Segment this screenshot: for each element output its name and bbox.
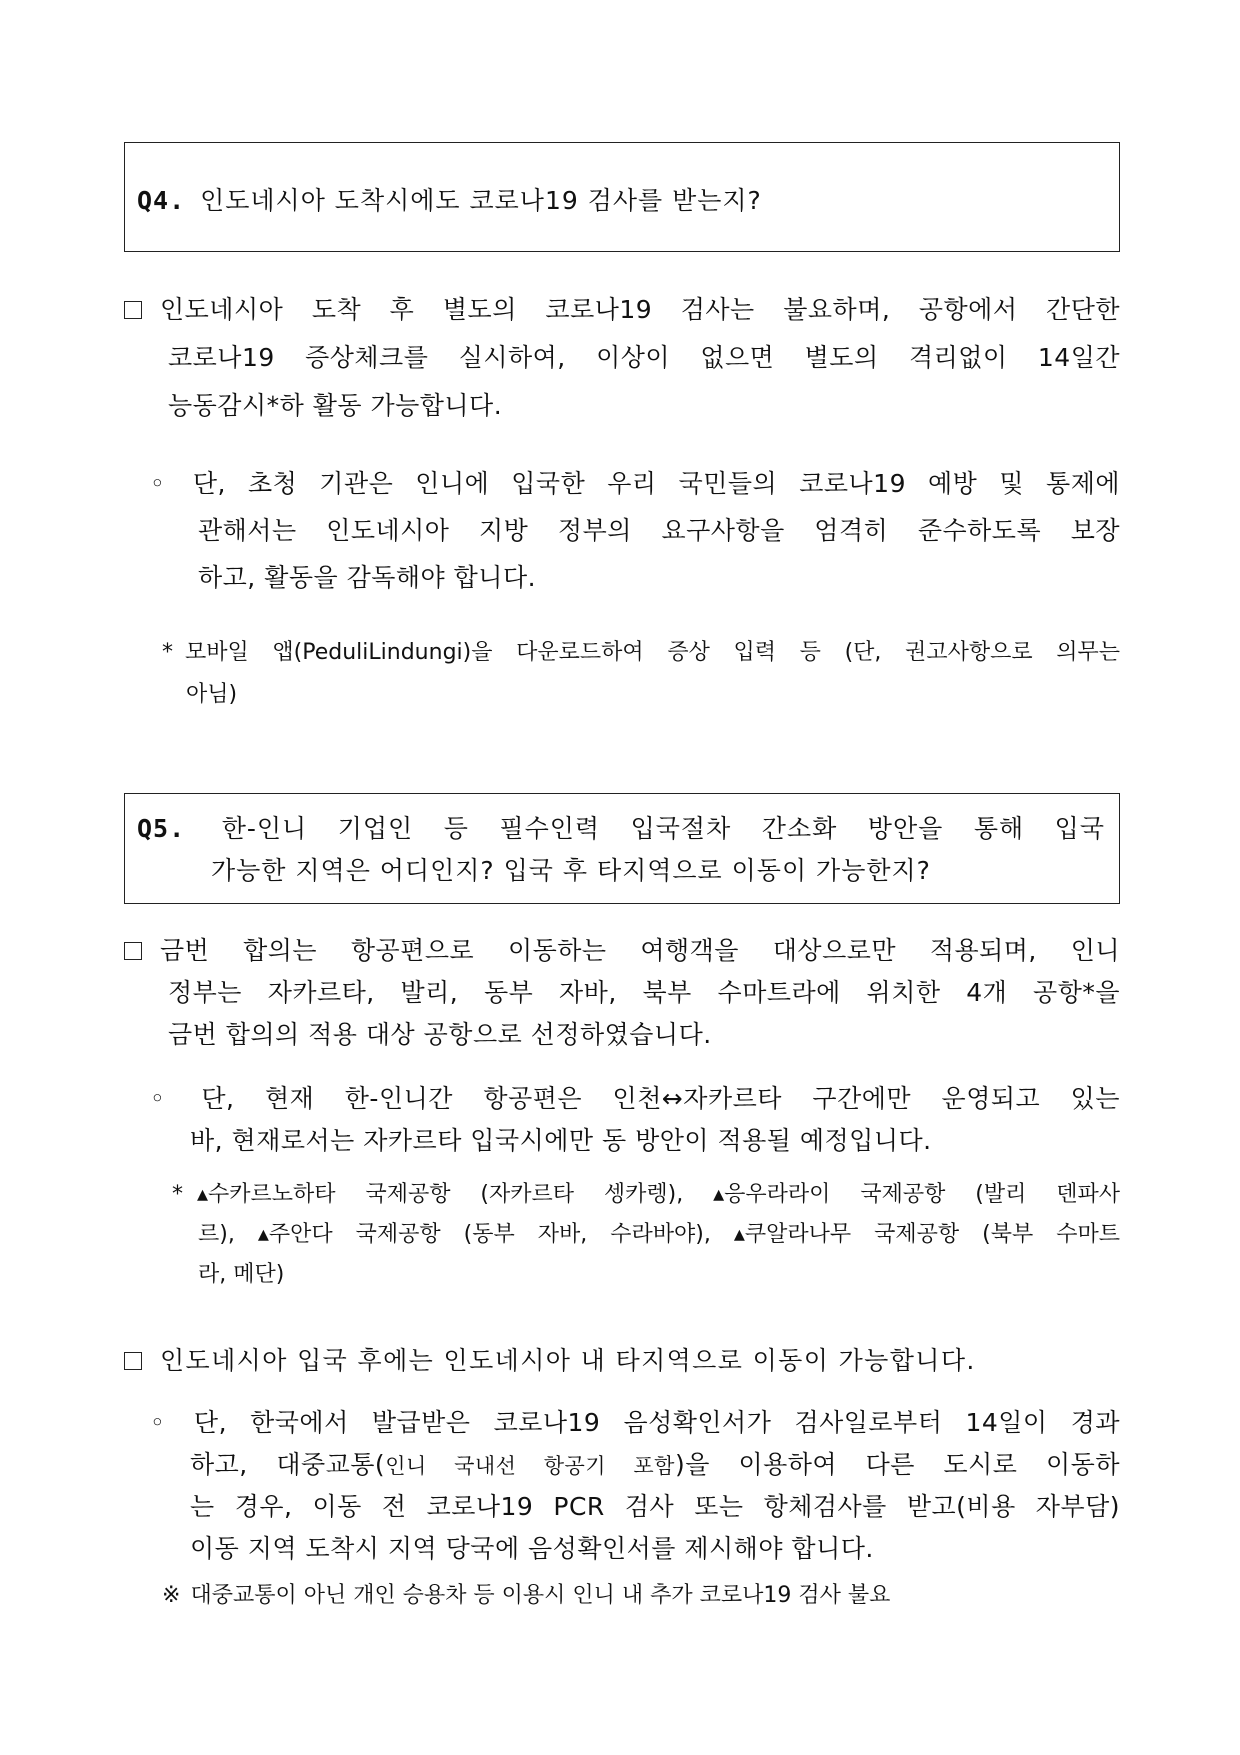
- q5-subpoint-line: 바, 현재로서는 자카르타 입국시에만 동 방안이 적용될 예정입니다.: [190, 1126, 932, 1155]
- q5-subpoint-text: )을 이용하여 다른 도시로 이동하: [674, 1450, 1120, 1479]
- q5-footnote-line: ▴수카르노하타 국제공항 (자카르타 셍카렝), ▴응우라라이 국제공항 (발리 덴파사: [197, 1182, 1120, 1207]
- q4-subpoint: [150, 460, 1120, 601]
- q5-subpoint-text: 하고, 대중교통(: [190, 1450, 386, 1479]
- q4-answer: [124, 286, 1120, 430]
- q5-question-line: 한-인니 기업인 등 필수인력 입국절차 간소화 방안을 통해 입국: [221, 814, 1105, 843]
- asterisk-marker: *: [162, 640, 173, 665]
- q5-subpoint-line: 이동 지역 도착시 지역 당국에 음성확인서를 제시해야 합니다.: [190, 1534, 874, 1563]
- checkbox-marker-icon: [124, 1352, 142, 1370]
- checkbox-marker-icon: [124, 942, 142, 960]
- bullet-marker: ◦: [150, 469, 179, 498]
- q5-answer-line: 인도네시아 입국 후에는 인도네시아 내 타지역으로 이동이 가능합니다.: [160, 1346, 976, 1375]
- q4-answer-line: 코로나19 증상체크를 실시하여, 이상이 없으면 별도의 격리없이 14일간: [168, 343, 1120, 372]
- q5-subpoint-2: [150, 1402, 1120, 1570]
- q5-subpoint-line: [150, 1444, 1120, 1486]
- q4-footnote-line: 아님): [186, 682, 238, 707]
- q4-subpoint-line: 하고, 활동을 감독해야 합니다.: [198, 563, 537, 592]
- q4-subpoint-line: 관해서는 인도네시아 지방 정부의 요구사항을 엄격히 준수하도록 보장: [198, 516, 1120, 545]
- q5-reference-line: 대중교통이 아닌 개인 승용차 등 이용시 인니 내 추가 코로나19 검사 불요: [190, 1583, 891, 1608]
- q5-answer-line: 금번 합의의 적용 대상 공항으로 선정하였습니다.: [168, 1020, 712, 1049]
- q5-answer-line: 정부는 자카르타, 발리, 동부 자바, 북부 수마트라에 위치한 4개 공항*을: [168, 978, 1120, 1007]
- checkbox-marker-icon: [124, 301, 142, 319]
- q5-question-line: 가능한 지역은 어디인지? 입국 후 타지역으로 이동이 가능한지?: [211, 856, 931, 885]
- bullet-marker: ◦: [150, 1084, 188, 1113]
- q4-footnote: [162, 632, 1120, 716]
- q5-answer-1: [124, 930, 1120, 1056]
- q5-subpoint-line: 단, 한국에서 발급받은 코로나19 음성확인서가 검사일로부터 14일이 경과: [193, 1408, 1120, 1437]
- q4-question-box: [124, 142, 1120, 252]
- q5-footnote: [172, 1175, 1120, 1295]
- q4-answer-line: 능동감시*하 활동 가능합니다.: [168, 391, 503, 420]
- q4-answer-line: 인도네시아 도착 후 별도의 코로나19 검사는 불요하며, 공항에서 간단한: [160, 295, 1120, 324]
- q4-label: Q4.: [137, 186, 186, 215]
- q4-subpoint-line: 단, 초청 기관은 인니에 입국한 우리 국민들의 코로나19 예방 및 통제에: [192, 469, 1121, 498]
- bullet-marker: ◦: [150, 1408, 180, 1437]
- q4-question-text: 인도네시아 도착시에도 코로나19 검사를 받는지?: [200, 186, 762, 215]
- q5-subpoint-small-text: 인니 국내선 항공기 포함: [385, 1454, 675, 1478]
- reference-mark-icon: ※: [162, 1583, 181, 1608]
- q5-reference-note: [162, 1576, 1120, 1616]
- q5-label: Q5.: [137, 814, 186, 843]
- q5-subpoint-1: [150, 1078, 1120, 1162]
- q5-answer-2: [124, 1340, 1120, 1382]
- q4-footnote-line: 모바일 앱(PeduliLindungi)을 다운로드하여 증상 입력 등 (단, 권고사항으로 의무는: [185, 640, 1120, 665]
- q5-question-box: [124, 793, 1120, 904]
- q5-answer-line: 금번 합의는 항공편으로 이동하는 여행객을 대상으로만 적용되며, 인니: [160, 936, 1120, 965]
- asterisk-marker: *: [172, 1182, 183, 1207]
- q5-subpoint-line: 는 경우, 이동 전 코로나19 PCR 검사 또는 항체검사를 받고(비용 자부담): [190, 1492, 1120, 1521]
- q5-footnote-line: 라, 메단): [198, 1262, 285, 1287]
- q5-subpoint-line: 단, 현재 한-인니간 항공편은 인천↔자카르타 구간에만 운영되고 있는: [201, 1084, 1120, 1113]
- q5-footnote-line: 르), ▴주안다 국제공항 (동부 자바, 수라바야), ▴쿠알라나무 국제공항 (북부 수마트: [198, 1222, 1120, 1247]
